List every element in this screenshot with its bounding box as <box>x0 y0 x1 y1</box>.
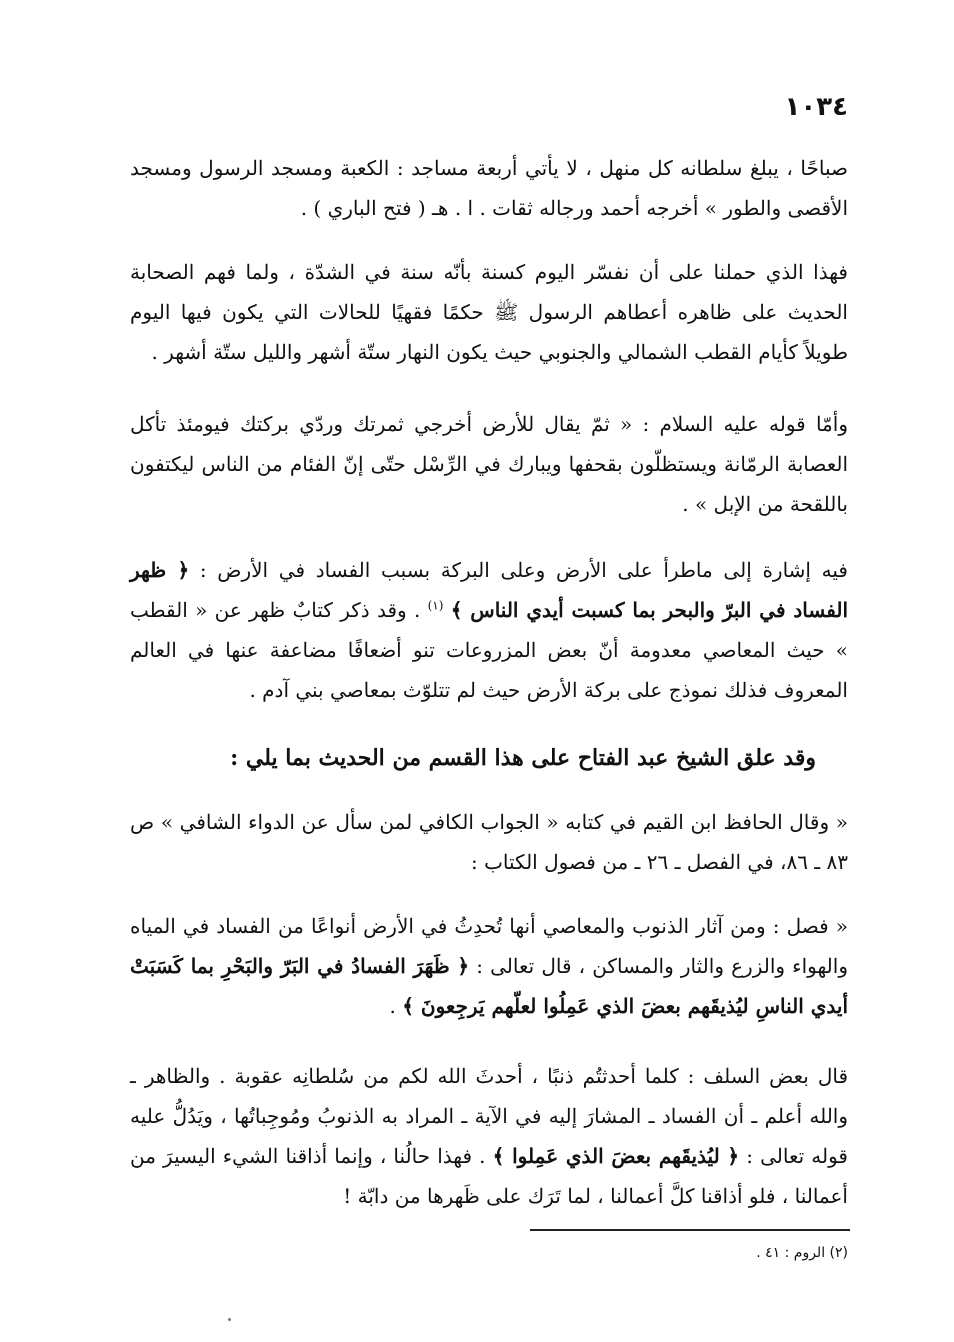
paragraph-6 <box>130 906 848 1026</box>
paragraph-4-start: فيه إشارة إلى ماطرأ على الأرض وعلى البركة بسبب الفساد في الأرض : <box>189 558 848 582</box>
paragraph-7 <box>130 1056 848 1216</box>
footnote: (٢) الروم : ٤١ . <box>756 1245 848 1261</box>
paragraph-7-start: قال بعض السلف : كلما أحدثتُم ذنبًا ، أحدثَ الله لكم من سُلطانِه عقوبة . والظاهر ـ والله أعلم ـ أن الفساد ـ المشارَ إليه في الآية ـ المراد به الذنوبُ ومُوجِباتُها ، ويَدُلُّ عليه قوله تعالى : <box>130 1064 848 1168</box>
page-number: ١٠٣٤ <box>784 92 848 122</box>
quran-quote-2: ﴿ ظَهَرَ الفسادُ في البَرّ والبَحْرِ بما كَسَبَتْ أيدي الناسِ ليُذيقَهم بعضَ الذي عَمِلُوا لعلّهم يَرجِعونَ ﴾ <box>130 954 848 1018</box>
footnote-ref: (١) <box>427 598 444 613</box>
quran-quote-1: ﴿ ظهر الفساد في البرّ والبحر بما كسبت أيدي الناس ﴾ <box>130 558 849 622</box>
paragraph-7-end: . فهذا حالُنا ، وإنما أذاقنا الشيء اليسيرَ من أعمالنا ، فلو أذاقنا كلَّ أعمالنا ، لما تَرَك على ظَهرها من دابّة ! <box>130 1144 848 1208</box>
paragraph-4-end: . وقد ذكر كتابٌ ظهر عن « القطب » حيث المعاصي معدومة أنّ بعض المزروعات تنو أضعافًا مضاعفة عنها في العالم المعروف فذلك نموذج على بركة الأرض حيث لم تتلوّث بمعاصي بني آدم . <box>130 598 848 702</box>
paragraph-2: فهذا الذي حملنا على أن نفسّر اليوم كسنة بأنّه سنة في الشدّة ، ولما فهم الصحابة الحديث على ظاهره أعطاهم الرسول ﷺ حكمًا فقهيًا للحالات التي يكون فيها اليوم طويلاً كأيام القطب الشمالي والجنوبي حيث يكون النهار ستّة أشهر والليل ستّة أشهر . <box>130 260 848 364</box>
paragraph-1: صباحًا ، يبلغ سلطانه كل منهل ، لا يأتي أربعة مساجد : الكعبة ومسجد الرسول ومسجد الأقصى والطور » أخرجه أحمد ورجاله ثقات . ا . هـ ( فتح الباري ) . <box>130 156 848 220</box>
paragraph-3: وأمّا قوله عليه السلام : « ثمّ يقال للأرض أخرجي ثمرتك وردّي بركتك فيومئذ تأكل العصابة الرمّانة ويستظلّون بقحفها ويبارك في الرِّسْل حتّى إنّ الفئام من الناس ليكتفون باللقحة من الإبل » . <box>130 412 848 516</box>
paragraph-6-start: « فصل : ومن آثار الذنوب والمعاصي أنها تُحدِثُ في الأرض أنواعًا من الفساد في المياه والهواء والزرع والثار والمساكن ، قال تعالى : <box>130 914 848 978</box>
footnote-divider <box>530 1229 850 1231</box>
paragraph-5: « وقال الحافظ ابن القيم في كتابه « الجواب الكافي لمن سأل عن الدواء الشافي » ص ٨٣ ـ ٨٦، في الفصل ـ ٢٦ ـ من فصول الكتاب : <box>130 810 848 874</box>
quran-quote-3: ﴿ ليُذيقَهم بعضَ الذي عَمِلوا ﴾ <box>492 1144 740 1168</box>
paragraph-6-end: . <box>389 994 403 1018</box>
scan-speck <box>228 1318 231 1321</box>
paragraph-4 <box>130 550 848 710</box>
section-heading: وقد علق الشيخ عبد الفتاح على هذا القسم من الحديث بما يلي : <box>230 745 816 771</box>
